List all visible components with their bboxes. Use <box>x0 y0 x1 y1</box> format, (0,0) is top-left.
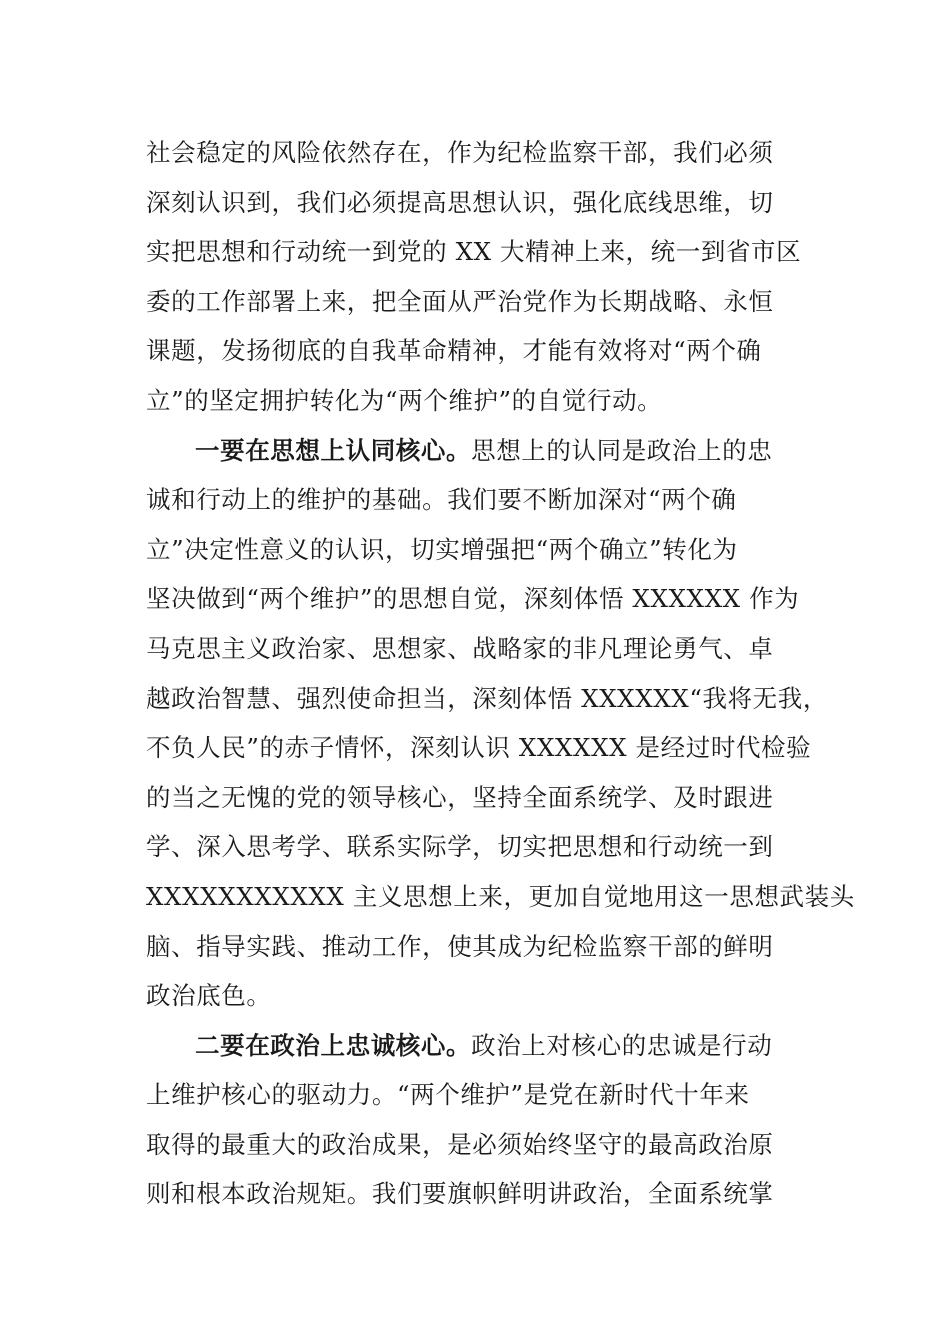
text-line: 的当之无愧的党的领导核心，坚持全面系统学、及时跟进 <box>146 782 774 812</box>
text-span: 思想上的认同是政治上的忠 <box>471 435 773 465</box>
text-line: 不负人民”的赤子情怀，深刻认识 XXXXXX 是经过时代检验 <box>146 733 812 763</box>
text-line: 诚和行动上的维护的基础。我们要不断加深对“两个确 <box>146 485 737 515</box>
text-line: 取得的最重大的政治成果，是必须始终坚守的最高政治原 <box>146 1129 774 1159</box>
text-line: 政治底色。 <box>146 981 272 1011</box>
text-line: XXXXXXXXXXX 主义思想上来，更加自觉地用这一思想武装头 <box>146 881 855 911</box>
text-line: 深刻认识到，我们必须提高思想认识，强化底线思维，切 <box>146 187 774 217</box>
text-line: 课题，发扬彻底的自我革命精神，才能有效将对“两个确 <box>146 336 762 366</box>
section-heading: 一要在思想上认同核心。 <box>195 435 472 465</box>
text-span: 政治上对核心的忠诚是行动 <box>471 1030 773 1060</box>
text-line: 学、深入思考学、联系实际学，切实把思想和行动统一到 <box>146 832 774 862</box>
text-line: 则和根本政治规矩。我们要旗帜鲜明讲政治，全面系统掌 <box>146 1179 774 1209</box>
text-line: 实把思想和行动统一到党的 XX 大精神上来，统一到省市区 <box>146 237 802 267</box>
paragraph-2 <box>146 426 855 1021</box>
text-line: 立”的坚定拥护转化为“两个维护”的自觉行动。 <box>146 385 663 415</box>
text-line: 马克思主义政治家、思想家、战略家的非凡理论勇气、卓 <box>146 633 774 663</box>
document-body <box>146 128 855 1219</box>
section-heading: 二要在政治上忠诚核心。 <box>195 1030 472 1060</box>
text-line: 上维护核心的驱动力。“两个维护”是党在新时代十年来 <box>146 1080 750 1110</box>
text-line: 越政治智慧、强烈使命担当，深刻体悟 XXXXXX“我将无我， <box>146 683 828 713</box>
paragraph-3 <box>146 1021 806 1219</box>
text-line: 委的工作部署上来，把全面从严治党作为长期战略、永恒 <box>146 286 774 316</box>
text-line: 社会稳定的风险依然存在，作为纪检监察干部，我们必须 <box>146 138 774 167</box>
paragraph-first-line <box>146 1021 806 1071</box>
paragraph-1 <box>146 128 806 426</box>
paragraph-first-line <box>146 426 806 476</box>
text-line: 坚决做到“两个维护”的思想自觉，深刻体悟 XXXXXX 作为 <box>146 584 800 614</box>
text-line: 脑、指导实践、推动工作，使其成为纪检监察干部的鲜明 <box>146 931 774 961</box>
text-line: 立”决定性意义的认识，切实增强把“两个确立”转化为 <box>146 534 738 564</box>
